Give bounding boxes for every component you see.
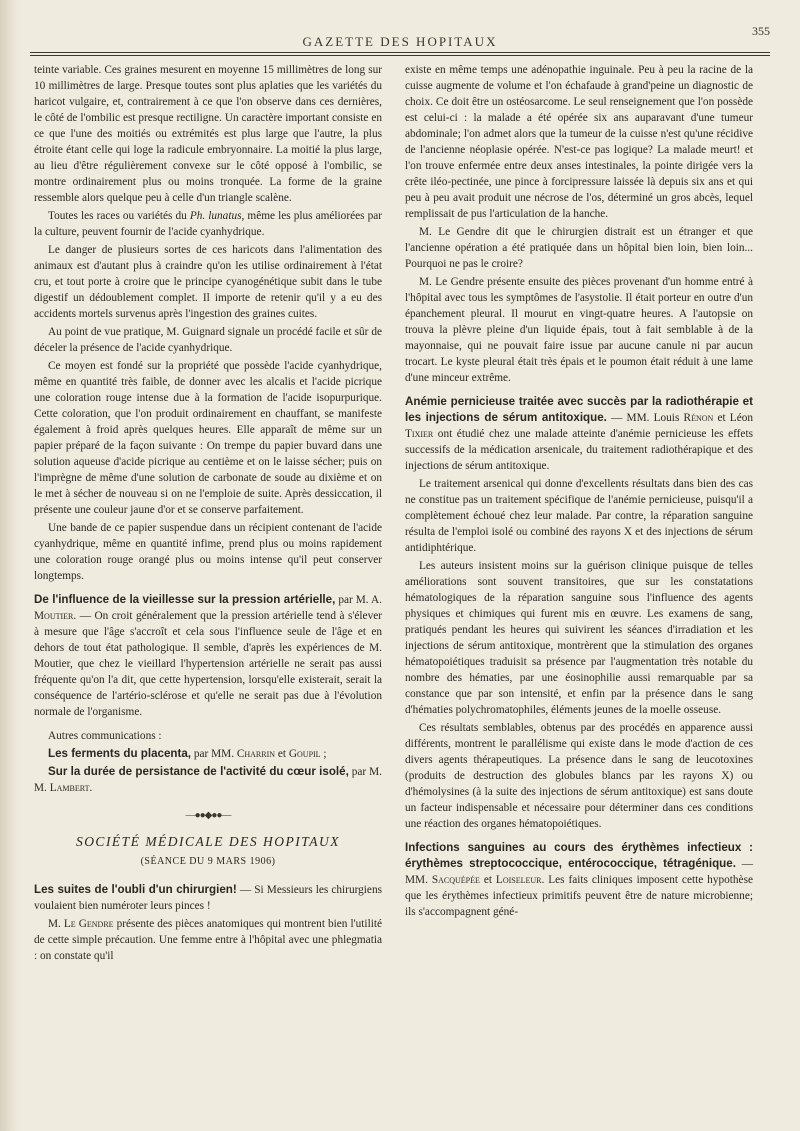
text: — Si Messieurs les chirurgiens voulaient bien numéroter leurs pinces !: [34, 884, 382, 912]
text: — MM.: [405, 858, 753, 886]
paragraph: teinte variable. Ces graines mesurent en moyenne 15 millimètres de long sur 10 millimètres de large. Presque toutes sont plus aplaties que les variétés du haricot vulgaire, et, contrairement à ce que l'on observe dans ces dernières, le côté de l'ombilic est presque rectiligne. Un caractère important consiste en ce que l'une des moitiés ou extrémités est plus large que l'autre, la plus étroite étant celle qui loge la radicule embryonnaire. La moitié la plus large, au lieu d'être régulièrement convexe sur le côté opposé à l'ombilic, se montre ordinairement plus ou moins tronquée. La forme de la graine ressemble alors quelque peu à celle d'un triangle scalène.: [34, 64, 382, 204]
paragraph: Le traitement arsenical qui donne d'excellents résultats dans bien des cas ne constitue pas un traitement spécifique de l'anémie pernicieuse, puisqu'il a complètement échoué chez leur malade. Par contre, la réparation sanguine résulta de l'emploi isolé ou combiné des rayons X et des injections de sérum antidiphtérique.: [405, 478, 753, 554]
paragraph: [34, 208, 382, 240]
text: .: [89, 782, 93, 794]
text: et Léon: [713, 412, 754, 424]
paragraph: [34, 916, 382, 964]
right-column: [405, 62, 753, 922]
paragraph: Autres communications :: [48, 730, 162, 742]
paragraph: Ces résultats semblables, obtenus par des procédés en apparence aussi différents, montrent le parallélisme qui existe dans le mode d'action de ces divers agents thérapeutiques. La présence dans le sang de leucotoxines (produits de destruction des globules blancs par les rayons X) ou d'hémolysines (à la suite des injections de sérum antitoxique) est sans doute un facteur indispensable et nécessaire pour déterminer dans ces conditions une réaction des organes hématopoiétiques.: [405, 722, 753, 830]
author-name: Moutier: [34, 610, 74, 622]
paragraph: [34, 592, 382, 720]
author-name: Loiseleur: [495, 874, 542, 886]
text: — MM. Louis: [606, 412, 684, 424]
author-name: Le Gendre: [63, 918, 114, 930]
paragraph: Les auteurs insistent moins sur la guérison clinique puisque de telles améliorations sont souvent transitoires, que sur les constatations hématologiques de la réparation sanguine sous l'influence des agents physiques et chimiques qui furent mis en œuvre. Les examens de sang, pratiqués pendant les heures qui suivirent les séances d'irradiation et les injections de sérum antitoxique, montrèrent que la stimulation des organes hématopoiétiques traduisit sa présence par l'augmentation très notable du nombre des hématies, par une éosinophilie aussi remarquable par sa constance que par son intensité, et enfin par la présence dans le sang d'hématies polychromatophiles, éléments jeunes de la moelle osseuse.: [405, 560, 753, 716]
text: par MM.: [191, 748, 237, 760]
left-column: [34, 62, 382, 966]
species-name: Ph. lunatus: [189, 210, 242, 222]
author-name: Tixier: [405, 428, 434, 440]
paragraph: existe en même temps une adénopathie inguinale. Peu à peu la racine de la cuisse augmente de volume et l'on échafaude à grand'peine un diagnostic de choix. Ce doit être un ostéosarcome. Le seul renseignement que l'on possède est celui-ci : la malade a été opérée six ans auparavant d'une tumeur abdominale; l'on admet alors que la tumeur de la cuisse n'est qu'une récidive de l'ancienne néoplasie opérée. N'est-ce pas logique? La malade meurt! et l'on trouve enfermée entre deux anses intestinales, la pointe dirigée vers la crête iléo-pectinée, une pince à forcipressure laissée là depuis six ans et qui peu à peu avait produit une nécrose de l'os, déterminé un gros abcès, lequel remplissait de pus l'articulation de la hanche.: [405, 64, 753, 220]
header-rule: [30, 52, 770, 56]
paragraph: [34, 764, 382, 796]
text: , même les plus améliorées par la culture, peuvent fournir de l'acide cyanhydrique.: [34, 210, 383, 238]
author-name: Rénon: [683, 412, 714, 424]
section-title: SOCIÉTÉ MÉDICALE DES HOPITAUX: [75, 834, 341, 849]
text: Toutes les races ou variétés du: [48, 210, 190, 222]
paragraph: M. Le Gendre dit que le chirurgien distrait est un étranger et que l'ancienne opération a été pratiquée dans un hôpital bien loin, bien loin... Pourquoi ne pas le croire?: [405, 226, 753, 270]
paragraph: [405, 840, 753, 920]
paragraph: [34, 746, 382, 762]
author-name: Charrin: [236, 748, 276, 760]
author-name: Sacquépée: [431, 874, 480, 886]
paragraph: [34, 882, 382, 914]
paragraph: [405, 394, 753, 474]
text: par M. M.: [34, 766, 382, 794]
running-title: GAZETTE DES HOPITAUX: [302, 34, 498, 49]
paragraph: Au point de vue pratique, M. Guignard signale un procédé facile et sûr de déceler la présence de l'acide cyanhydrique.: [34, 326, 382, 354]
paragraph: M. Le Gendre présente ensuite des pièces provenant d'un homme entré à l'hôpital avec tous les symptômes de l'asystolie. Il était porteur en outre d'un épanchement pleural. Il mourut en vingt-quatre heures. A l'autopsie on trouva la plèvre pleine d'un liquide épais, tout à fait semblable à de la mayonnaise, qui ne pouvait faire issue par aucune canule ni par aucun trocart. Le kyste pleural était très épais et le poumon était réduit à une lame d'une minceur extrême.: [405, 276, 753, 384]
section-ornament: —●●◆●●—: [185, 810, 231, 821]
text: par M. A.: [335, 594, 382, 606]
paragraph: Une bande de ce papier suspendue dans un récipient contenant de l'acide cyanhydrique, même en quantité infime, prend plus ou moins rapidement une coloration rouge orangé plus ou moins intense qu'il peut conserver longtemps.: [34, 522, 382, 582]
text: présente des pièces anatomiques qui montrent bien l'utilité de cette simple précaution. Une femme entre à l'hôpital avec une phlegmatia : on constate qu'il: [34, 918, 382, 962]
article-heading: Les ferments du placenta,: [48, 747, 192, 760]
article-heading: Anémie pernicieuse traitée avec succès par la radiothérapie et les injections de sérum antitoxique.: [405, 395, 753, 424]
article-heading: Infections sanguines au cours des érythèmes infectieux : érythèmes streptococcique, entérococcique, tétragénique.: [405, 841, 753, 870]
paragraph: Ce moyen est fondé sur la propriété que possède l'acide cyanhydrique, même en quantité très faible, de donner avec les alcalis et l'acide picrique une coloration rouge intense due à la formation de l'acide isopurpurique. Cette coloration, que l'on produit ordinairement en chauffant, se manifeste également à froid après quelques heures. Elle apparaît de même sur un papier préparé de la façon suivante : On trempe du papier buvard dans une solution aqueuse d'acide picrique au centième et on le laisse sécher; puis on l'imprègne de même d'une solution de carbonate de soude au dixième et on le met à sécher de nouveau si on ne l'emploie de suite. Après dessiccation, il présente une couleur jaune d'or et se conserve parfaitement.: [34, 360, 382, 516]
page-header: [30, 18, 770, 52]
text: et: [275, 748, 289, 760]
text: et: [479, 874, 496, 886]
binding-shadow: [0, 0, 22, 1131]
text: M.: [48, 918, 64, 930]
text: . Les faits cliniques imposent cette hypothèse que les érythèmes infectieux primitifs peuvent être de nature microbienne; ils s'accompagnent géné-: [405, 874, 753, 918]
article-heading: Les suites de l'oubli d'un chirurgien!: [34, 883, 237, 896]
section-subtitle: (SÉANCE DU 9 MARS 1906): [140, 856, 276, 867]
text: ont étudié chez une malade atteinte d'anémie pernicieuse les effets successifs de la médication arsenicale, du traitement radiothérapique et des injections de sérum antitoxique.: [405, 428, 753, 472]
page-number: 355: [752, 24, 770, 38]
article-heading: Sur la durée de persistance de l'activité du cœur isolé,: [48, 765, 349, 778]
paragraph: Le danger de plusieurs sortes de ces haricots dans l'alimentation des animaux est d'autant plus à craindre qu'on les utilise ordinairement à l'état cru, et tout porte à croire que le principe cyanogénétique subit dans le tube digestif un dédoublement complet. Il importe de retenir qu'il y a eu des accidents mortels survenus après l'ingestion des graines cuites.: [34, 244, 382, 320]
author-name: Lambert: [49, 782, 90, 794]
author-name: Goupil: [288, 748, 321, 760]
article-heading: De l'influence de la vieillesse sur la pression artérielle,: [34, 593, 336, 606]
text: ;: [320, 748, 327, 760]
text: . — On croit généralement que la pression artérielle tend à s'élever à mesure que l'âge s'accroît et cela sous l'influence seule de l'âge et en dehors de tout état pathologique. Il semble, d'après les expériences de M. Moutier, que chez le vieillard l'hypertension artérielle ne serait pas aussi fréquente qu'on l'a dit, que cette hypertension, lorsqu'elle existerait, serait la conséquence de l'artério-sclérose et qu'elle ne serait pas due à l'évolution normale de l'organisme.: [34, 610, 382, 718]
